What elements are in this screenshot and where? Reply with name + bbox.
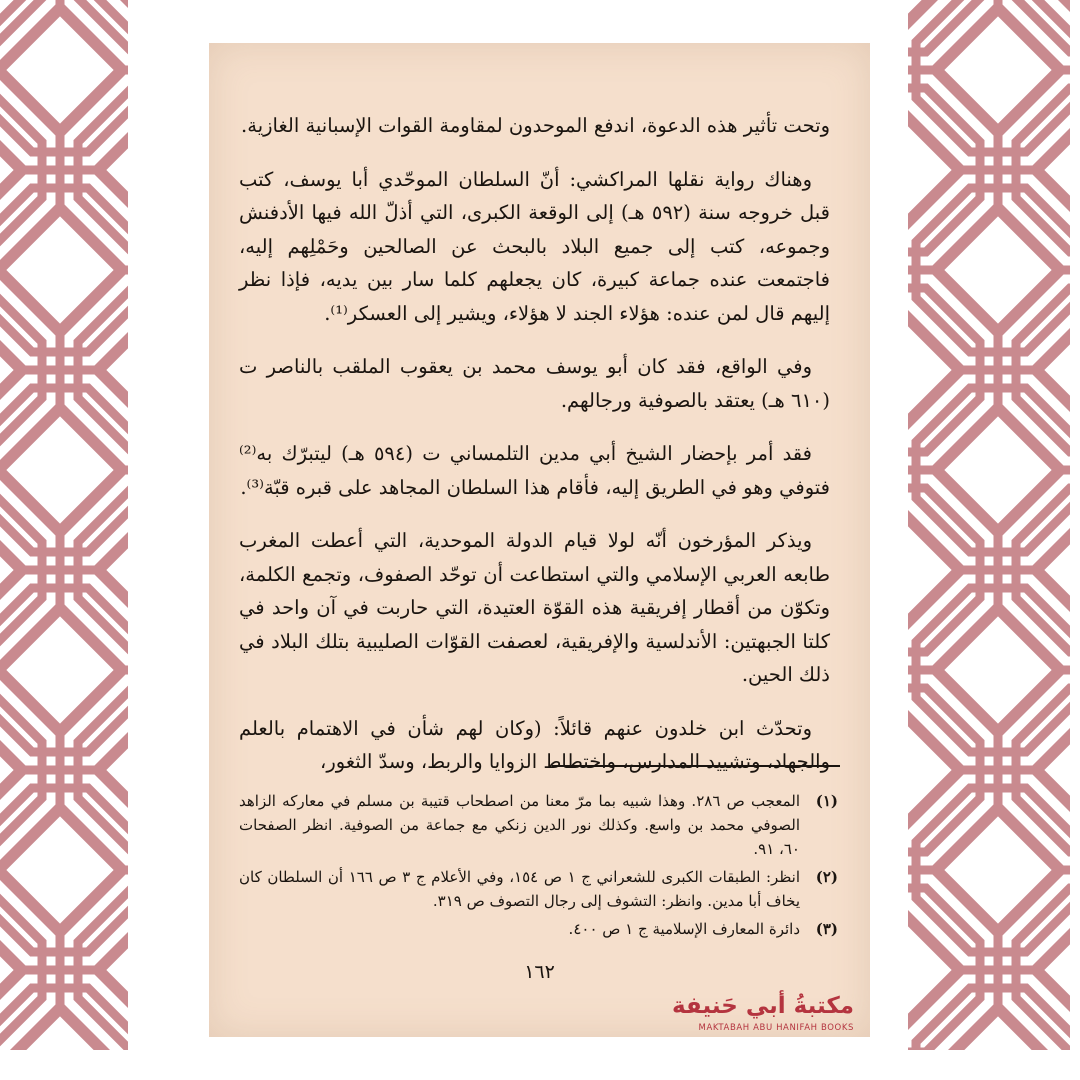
- geometric-pattern-right: [908, 0, 1080, 1080]
- footnote-text: انظر: الطبقات الكبرى للشعراني ج ١ ص ١٥٤، وفي الأعلام ج ٣ ص ١٦٦ أن السلطان كان يخاف أبا مدين. وانظر: التشوف إلى رجال التصوف ص ٣١٩.: [239, 868, 800, 910]
- footnote-2: [239, 865, 838, 913]
- footnote-text: دائرة المعارف الإسلامية ج ١ ص ٤٠٠.: [568, 920, 800, 938]
- right-pattern-panel: [908, 0, 1080, 1080]
- footnote-1: [239, 789, 838, 861]
- footnote-divider: [552, 765, 840, 767]
- footnote-number: (١): [815, 792, 838, 810]
- watermark-arabic: مكتبةُ أبي حَنيفة: [671, 993, 854, 1019]
- paragraph-1: وتحت تأثير هذه الدعوة، اندفع الموحدون لمقاومة القوات الإسبانية الغازية.: [241, 114, 830, 137]
- footnote-3: [239, 917, 838, 941]
- page-number: ١٦٢: [524, 961, 555, 983]
- paragraph-4: فقد أمر بإحضار الشيخ أبي مدين التلمساني ت (٥٩٤ هـ) ليتبرّك به⁽²⁾ فتوفي وهو في الطريق إليه، فأقام هذا السلطان المجاهد على قبره قبّة⁽³⁾.: [239, 442, 830, 499]
- watermark-logo: [664, 991, 854, 1033]
- book-page: [209, 43, 870, 1037]
- paragraph-6: وتحدّث ابن خلدون عنهم قائلاً: (وكان لهم شأن في الاهتمام بالعلم والجهاد، وتشييد المدارس، واختطاط الزوايا والربط، وسدّ الثغور،: [239, 716, 830, 773]
- paragraph-5: ويذكر المؤرخون أنّه لولا قيام الدولة الموحدية، التي أعطت المغرب طابعه العربي الإسلامي والتي استطاعت أن توحّد الصفوف، وتجمع الكلمة، وتكوّن من أقطار إفريقية هذه القوّة العتيدة، التي حاربت في آن واحد في كلتا الجبهتين: الأندلسية والإفريقية، لعصفت القوّات الصليبية بتلك البلاد في ذلك الحين.: [239, 529, 830, 686]
- footnotes: [239, 789, 838, 945]
- footnote-number: (٢): [815, 868, 838, 886]
- paragraph-3: وفي الواقع، فقد كان أبو يوسف محمد بن يعقوب الملقب بالناصر ت (٦١٠ هـ) يعتقد بالصوفية ورجالهم.: [239, 355, 830, 412]
- left-pattern-panel: [0, 0, 168, 1080]
- geometric-pattern-left: [0, 0, 168, 1080]
- watermark-latin: MAKTABAH ABU HANIFAH BOOKS: [698, 1023, 854, 1033]
- main-text: [239, 109, 830, 799]
- paragraph-2: وهناك رواية نقلها المراكشي: أنّ السلطان الموحّدي أبا يوسف، كتب قبل خروجه سنة (٥٩٢ هـ) إلى الوقعة الكبرى، التي أذلّ الله فيها الأدفنش وجموعه، كتب إلى جميع البلاد بالبحث عن الصالحين وحَمْلِهم إليه، فاجتمعت عنده جماعة كبيرة، كان يجعلهم كلما سار بين يديه، فإذا نظر إليهم قال لمن عنده: هؤلاء الجند لا هؤلاء، ويشير إلى العسكر⁽¹⁾.: [239, 167, 831, 325]
- footnote-text: المعجب ص ٢٨٦. وهذا شبيه بما مرّ معنا من اصطحاب قتيبة بن مسلم في معاركه الزاهد الصوفي محمد بن واسع. وكذلك نور الدين زنكي مع جماعة من الصوفية. انظر الصفحات ٦٠، ٩١.: [239, 792, 800, 858]
- footnote-number: (٣): [815, 920, 838, 938]
